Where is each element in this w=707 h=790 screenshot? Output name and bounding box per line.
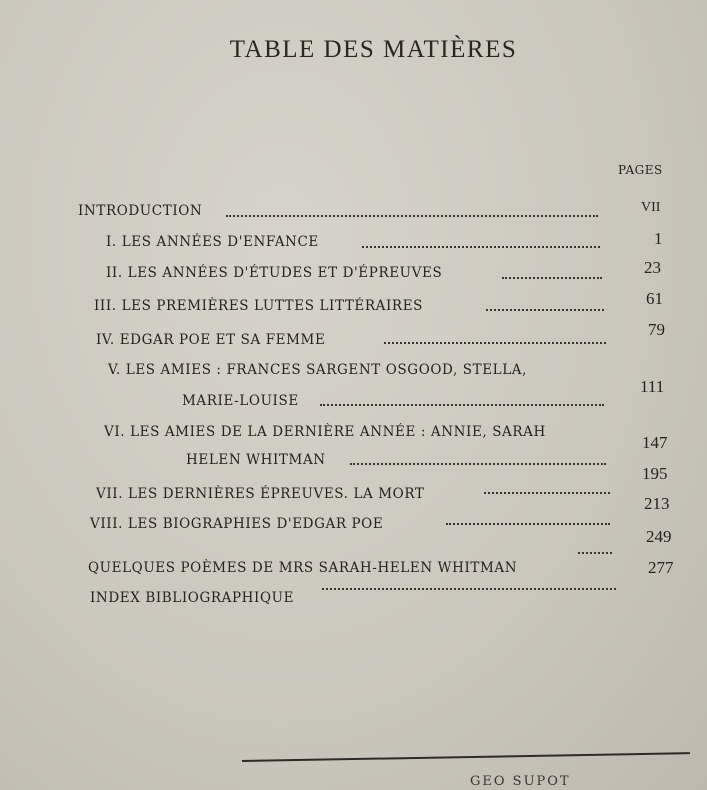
toc-entry-page: VII [641, 200, 661, 215]
toc-entry-label: VII. LES DERNIÈRES ÉPREUVES. LA MORT [96, 486, 425, 502]
leader-dots [322, 576, 616, 590]
toc-entry-page: 195 [642, 464, 668, 483]
leader-dots [350, 451, 606, 465]
toc-entry-label: IV. EDGAR POE ET SA FEMME [96, 332, 326, 348]
toc-entry-label-continued: MARIE-LOUISE [182, 393, 299, 409]
leader-dots [578, 540, 612, 554]
toc-entry-page: 111 [640, 377, 665, 396]
toc-entry-chapter-6-continued [186, 452, 326, 468]
leader-dots [226, 203, 598, 217]
toc-entry-chapter-5-continued [182, 393, 299, 409]
toc-entry-label: II. LES ANNÉES D'ÉTUDES ET D'ÉPREUVES [106, 265, 443, 281]
toc-entry-page: 79 [648, 320, 665, 339]
toc-entry-chapter-2 [106, 265, 442, 281]
toc-entry-label: VI. LES AMIES DE LA DERNIÈRE ANNÉE : ANNIE, SARAH [104, 424, 546, 440]
toc-entry-page: 61 [646, 289, 663, 308]
toc-entry-page: 147 [642, 433, 668, 452]
toc-entry-label: VIII. LES BIOGRAPHIES D'EDGAR POE [90, 516, 384, 532]
page-title: TABLE DES MATIÈRES [229, 36, 518, 63]
toc-entry-label: QUELQUES POÈMES DE MRS SARAH-HELEN WHITMAN [88, 560, 518, 576]
leader-dots [484, 480, 610, 494]
toc-entry-label: INTRODUCTION [78, 203, 203, 219]
toc-entry-page: 23 [644, 258, 661, 277]
toc-entry-introduction [78, 203, 202, 219]
leader-dots [502, 265, 602, 279]
toc-entry-chapter-1 [106, 234, 319, 250]
pages-column-header: PAGES [618, 163, 663, 177]
toc-entry-page: 249 [646, 527, 672, 546]
toc-entry-page: 213 [644, 494, 670, 513]
leader-dots [362, 234, 600, 248]
toc-entry-chapter-8 [90, 516, 383, 532]
toc-entry-chapter-3 [94, 298, 423, 314]
printer-imprint: GEO SUPOT [470, 774, 571, 789]
toc-entry-index [90, 590, 294, 606]
toc-entry-label: I. LES ANNÉES D'ENFANCE [106, 234, 319, 250]
toc-entry-label: INDEX BIBLIOGRAPHIQUE [90, 590, 295, 606]
toc-entry-label: V. LES AMIES : FRANCES SARGENT OSGOOD, STELLA, [108, 362, 528, 378]
leader-dots [486, 297, 604, 311]
leader-dots [446, 511, 610, 525]
toc-entry-poems [88, 560, 517, 576]
toc-entry-page: 277 [648, 558, 674, 577]
toc-entry-page: 1 [654, 229, 663, 248]
bottom-rule [242, 752, 690, 762]
toc-entry-chapter-7 [96, 486, 424, 502]
toc-entry-label: III. LES PREMIÈRES LUTTES LITTÉRAIRES [94, 298, 423, 314]
leader-dots [384, 330, 606, 344]
leader-dots [320, 392, 604, 406]
toc-entry-chapter-6 [104, 424, 546, 440]
toc-entry-label-continued: HELEN WHITMAN [186, 452, 326, 468]
toc-entry-chapter-5 [108, 362, 527, 378]
toc-entry-chapter-4 [96, 332, 325, 348]
